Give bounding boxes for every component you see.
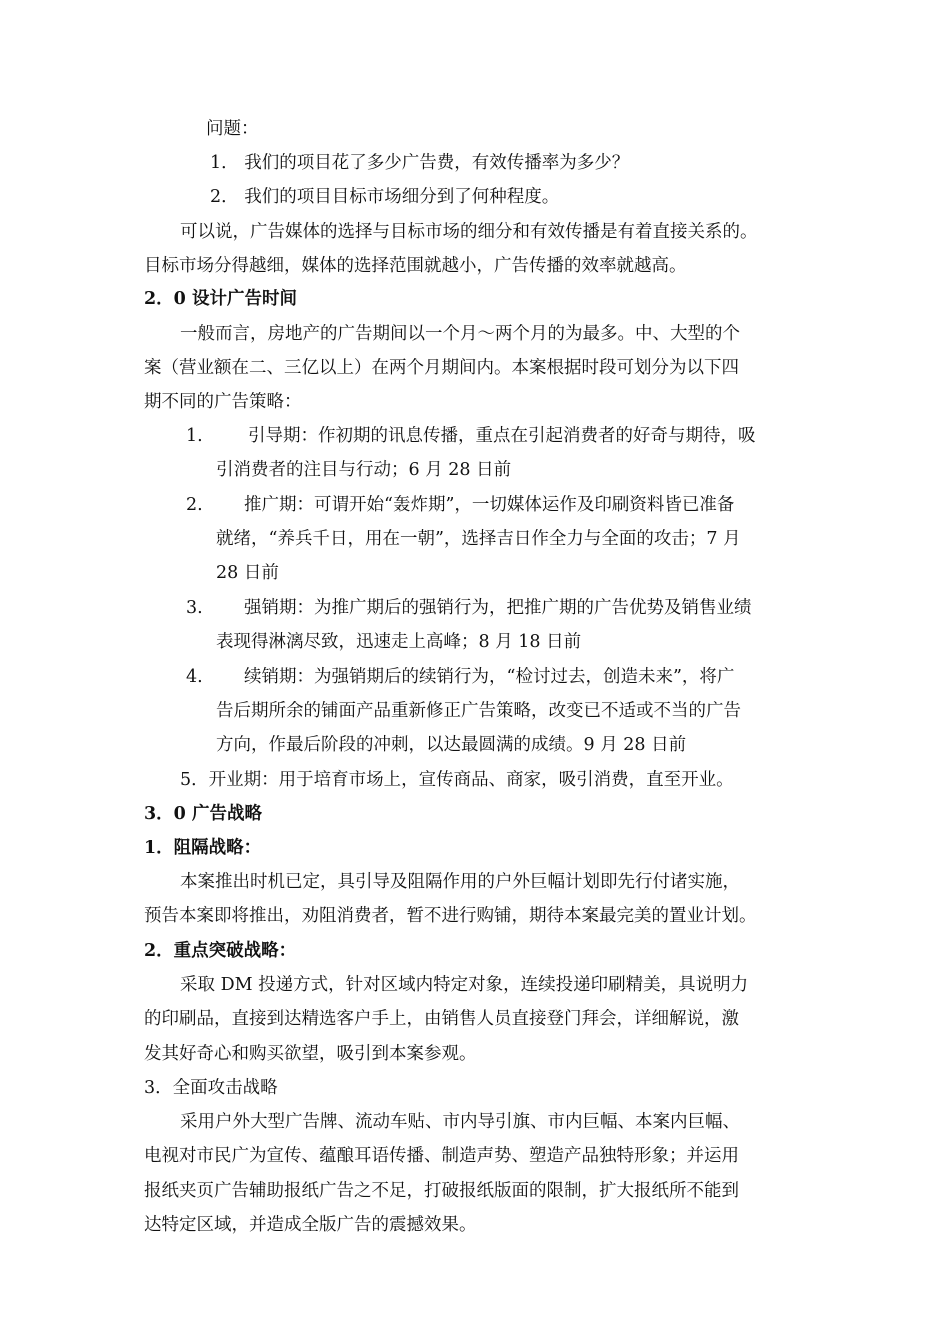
strategy-3-line-4: 达特定区域，并造成全版广告的震撼效果。 <box>144 1215 477 1235</box>
section-2-para-line-2: 案（营业额在二、三亿以上）在两个月期间内。本案根据时段可划分为以下四 <box>144 358 739 378</box>
list-number: 2． <box>210 187 239 207</box>
list-text: 我们的项目目标市场细分到了何种程度。 <box>244 187 560 207</box>
intro-line-1: 可以说，广告媒体的选择与目标市场的细分和有效传播是有着直接关系的。 <box>180 222 758 242</box>
phase-1-number: 1. <box>186 426 203 446</box>
phase-2-line-3: 28 日前 <box>216 563 279 583</box>
problems-heading: 问题： <box>206 119 259 139</box>
strategy-1-line-2: 预告本案即将推出，劝阻消费者，暂不进行购铺，期待本案最完美的置业计划。 <box>144 906 757 926</box>
phase-3-line-1: 强销期：为推广期后的强销行为，把推广期的广告优势及销售业绩 <box>244 598 752 618</box>
section-2-heading: 2．0 设计广告时间 <box>144 289 297 309</box>
section-2-para-line-3: 期不同的广告策略： <box>144 392 302 412</box>
list-number: 1． <box>210 153 239 173</box>
phase-4-line-2: 告后期所余的铺面产品重新修正广告策略，改变已不适或不当的广告 <box>216 701 741 721</box>
problem-item-2 <box>210 186 559 208</box>
phase-2-number: 2. <box>186 495 203 515</box>
problem-item-1 <box>210 152 629 174</box>
phase-2-line-1: 推广期：可谓开始“轰炸期”，一切媒体运作及印刷资料皆已准备 <box>244 495 735 515</box>
strategy-3-line-1: 采用户外大型广告牌、流动车贴、市内导引旗、市内巨幅、本案内巨幅、 <box>180 1112 740 1132</box>
strategy-2-line-3: 发其好奇心和购买欲望，吸引到本案参观。 <box>144 1044 477 1064</box>
list-text: 我们的项目花了多少广告费，有效传播率为多少？ <box>244 153 630 173</box>
strategy-2-heading: 2．重点突破战略： <box>144 941 297 961</box>
strategy-2-line-2: 的印刷品，直接到达精选客户手上，由销售人员直接登门拜会，详细解说，激 <box>144 1009 739 1029</box>
section-3-heading: 3．0 广告战略 <box>144 804 262 824</box>
phase-1-line-1: 引导期：作初期的讯息传播，重点在引起消费者的好奇与期待，吸 <box>248 426 756 446</box>
phase-4-number: 4. <box>186 667 203 687</box>
phase-4-line-1: 续销期：为强销期后的续销行为，“检讨过去，创造未来”，将广 <box>244 667 735 687</box>
phase-3-line-2: 表现得淋漓尽致，迅速走上高峰；8 月 18 日前 <box>216 632 582 652</box>
phase-5-line: 5．开业期：用于培育市场上，宣传商品、商家，吸引消费，直至开业。 <box>180 770 734 790</box>
intro-line-2: 目标市场分得越细，媒体的选择范围就越小，广告传播的效率就越高。 <box>144 256 687 276</box>
strategy-2-line-1: 采取 DM 投递方式，针对区域内特定对象，连续投递印刷精美，具说明力 <box>180 975 749 995</box>
strategy-3-line-3: 报纸夹页广告辅助报纸广告之不足，打破报纸版面的限制，扩大报纸所不能到 <box>144 1181 739 1201</box>
strategy-3-line-2: 电视对市民广为宣传、蕴酿耳语传播、制造声势、塑造产品独特形象；并运用 <box>144 1146 739 1166</box>
strategy-3-heading: 3．全面攻击战略 <box>144 1078 278 1098</box>
phase-4-line-3: 方向，作最后阶段的冲刺，以达最圆满的成绩。9 月 28 日前 <box>216 735 687 755</box>
phase-3-number: 3. <box>186 598 203 618</box>
strategy-1-heading: 1．阻隔战略： <box>144 838 262 858</box>
phase-1-line-2: 引消费者的注目与行动；6 月 28 日前 <box>216 460 512 480</box>
section-2-para-line-1: 一般而言，房地产的广告期间以一个月～两个月的为最多。中、大型的个 <box>180 324 740 344</box>
phase-2-line-2: 就绪，“养兵千日，用在一朝”，选择吉日作全力与全面的攻击；7 月 <box>216 529 741 549</box>
strategy-1-line-1: 本案推出时机已定，具引导及阻隔作用的户外巨幅计划即先行付诸实施， <box>180 872 740 892</box>
